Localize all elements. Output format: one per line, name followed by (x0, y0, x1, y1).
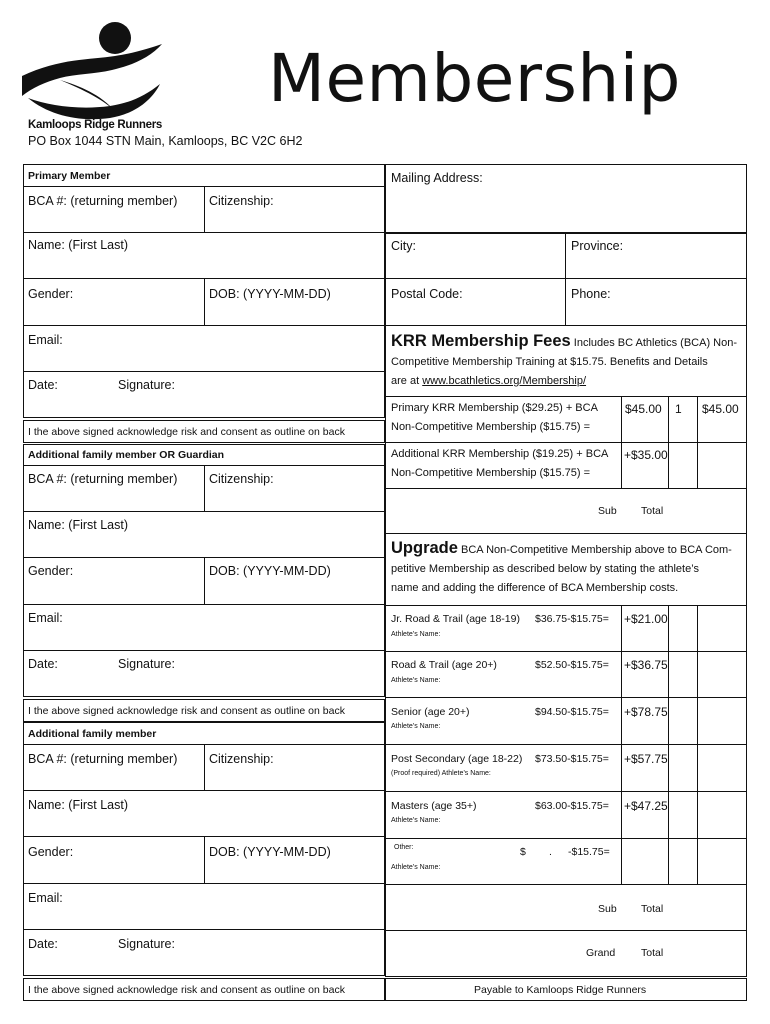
page-title: Membership (268, 40, 681, 117)
additional-fee-row (385, 442, 622, 489)
postal-code-field[interactable] (385, 278, 566, 326)
athlete-name-label: Athlete’s Name: (391, 631, 441, 638)
date-signature-field[interactable] (23, 650, 385, 697)
upgrade-price: +$57.75 (624, 752, 668, 766)
mailing-label: Mailing Address: (391, 171, 483, 185)
other-dot: . (549, 846, 552, 858)
upgrade-name: Jr. Road & Trail (age 18-19) (391, 613, 520, 625)
grand-total-row (385, 930, 747, 977)
upgrade-row (385, 697, 622, 745)
bca-link[interactable]: www.bcathletics.org/Membership/ (422, 375, 587, 387)
upgrade-price: +$78.75 (624, 705, 668, 719)
additional-fee-line2: Non-Competitive Membership ($15.75) = (391, 467, 591, 479)
other-dollar: $ (520, 846, 526, 858)
date-label: Date: (28, 378, 58, 392)
city-label: City: (391, 239, 416, 253)
section-header (23, 722, 385, 745)
upgrade-name: Post Secondary (age 18-22) (391, 753, 523, 765)
dob-label: DOB: (YYYY-MM-DD) (209, 287, 331, 301)
citizenship-field[interactable] (204, 186, 385, 233)
upgrade-total-cell[interactable] (697, 838, 747, 885)
citizenship-label: Citizenship: (209, 752, 274, 766)
org-name: Kamloops Ridge Runners (28, 119, 162, 131)
fees-text-1: Includes BC Athletics (BCA) Non- (573, 337, 738, 349)
upgrade-total-cell[interactable] (697, 791, 747, 839)
upgrade-price-cell (621, 744, 669, 792)
subtotal-row (385, 884, 747, 931)
gender-field[interactable] (23, 278, 205, 326)
name-field[interactable] (23, 511, 385, 558)
dob-label: DOB: (YYYY-MM-DD) (209, 564, 331, 578)
upgrade-qty-cell[interactable] (668, 791, 698, 839)
upgrade-name: Senior (age 20+) (391, 706, 470, 718)
signature-label: Signature: (118, 657, 175, 671)
grand-label: Grand (586, 947, 616, 959)
section-title: Additional family member (28, 728, 157, 740)
additional-total-cell[interactable] (697, 442, 747, 489)
email-label: Email: (28, 611, 63, 625)
fees-text-3: are at (391, 375, 420, 387)
section-title: Additional family member OR Guardian (28, 449, 225, 461)
upgrade-name: Road & Trail (age 20+) (391, 659, 497, 671)
bca-field[interactable] (23, 465, 205, 512)
province-field[interactable] (565, 232, 747, 279)
name-field[interactable] (23, 790, 385, 837)
additional-price-cell (621, 442, 669, 489)
upgrade-qty-cell[interactable] (668, 838, 698, 885)
dob-label: DOB: (YYYY-MM-DD) (209, 845, 331, 859)
gender-field[interactable] (23, 557, 205, 605)
phone-field[interactable] (565, 278, 747, 326)
signature-label: Signature: (118, 937, 175, 951)
other-label: Other: (394, 844, 414, 851)
primary-fee-line2: Non-Competitive Membership ($15.75) = (391, 421, 591, 433)
payable-text: Payable to Kamloops Ridge Runners (474, 984, 647, 996)
acknowledge-text: I the above signed acknowledge risk and consent as outline on back (28, 705, 345, 717)
subtotal-row (385, 488, 747, 534)
other-calc: -$15.75= (568, 846, 610, 858)
bca-label: BCA #: (returning member) (28, 194, 178, 208)
acknowledge-text: I the above signed acknowledge risk and consent as outline on back (28, 984, 345, 996)
runner-logo (20, 18, 170, 122)
date-label: Date: (28, 937, 58, 951)
upgrade-price-cell (621, 651, 669, 698)
upgrade-qty-cell[interactable] (668, 744, 698, 792)
phone-label: Phone: (571, 287, 611, 301)
gender-label: Gender: (28, 845, 74, 859)
upgrade-calc: $36.75-$15.75= (535, 613, 609, 625)
upgrade-calc: $73.50-$15.75= (535, 753, 609, 765)
email-field[interactable] (23, 604, 385, 651)
gender-label: Gender: (28, 287, 74, 301)
upgrade-price: +$36.75 (624, 658, 668, 672)
upgrade-row (385, 744, 622, 792)
section-title: Primary Member (28, 170, 111, 182)
acknowledge-row (23, 699, 385, 722)
fees-text-2: Competitive Membership Training at $15.75. Benefits and Details (391, 356, 708, 368)
additional-fee-line1: Additional KRR Membership ($19.25) + BCA (391, 448, 609, 460)
name-label: Name: (First Last) (28, 518, 129, 532)
email-label: Email: (28, 333, 63, 347)
upgrade-price-cell (621, 791, 669, 839)
upgrade-name: Masters (age 35+) (391, 800, 477, 812)
athlete-name-label: Athlete’s Name: (391, 677, 441, 684)
upgrade-text-1: BCA Non-Competitive Membership above to BCA Com- (461, 544, 732, 556)
upgrade-text (391, 539, 743, 598)
total-label: Total (641, 505, 664, 517)
acknowledge-row (23, 420, 385, 443)
fees-title: KRR Membership Fees (391, 332, 571, 350)
section-header (23, 164, 385, 187)
bca-label: BCA #: (returning member) (28, 752, 178, 766)
upgrade-total-cell[interactable] (697, 744, 747, 792)
sub-label: Sub (598, 505, 617, 517)
citizenship-label: Citizenship: (209, 194, 274, 208)
fees-description (385, 325, 747, 397)
athlete-name-label: Athlete’s Name: (391, 817, 441, 824)
upgrade-price-cell[interactable] (621, 838, 669, 885)
mailing-address-field[interactable] (385, 164, 747, 234)
athlete-name-label: (Proof required) Athlete’s Name: (391, 770, 491, 777)
bca-field[interactable] (23, 744, 205, 791)
upgrade-total-cell[interactable] (697, 605, 747, 652)
primary-qty-cell[interactable] (668, 396, 698, 443)
section-header (23, 444, 385, 466)
upgrade-row (385, 651, 622, 698)
athlete-name-label: Athlete’s Name: (391, 723, 441, 730)
upgrade-row-other[interactable] (385, 838, 622, 885)
city-field[interactable] (385, 232, 566, 279)
primary-total-cell[interactable] (697, 396, 747, 443)
athlete-name-label: Athlete’s Name: (391, 864, 441, 871)
name-field[interactable] (23, 232, 385, 279)
upgrade-row (385, 605, 622, 652)
upgrade-text-3: name and adding the difference of BCA Membership costs. (391, 582, 679, 594)
total-label: Total (641, 903, 664, 915)
primary-fee-row (385, 396, 622, 443)
upgrade-calc: $63.00-$15.75= (535, 800, 609, 812)
email-label: Email: (28, 891, 63, 905)
signature-label: Signature: (118, 378, 175, 392)
upgrade-text-2: petitive Membership as described below by stating the athlete’s (391, 563, 699, 575)
additional-qty-cell[interactable] (668, 442, 698, 489)
upgrade-description (385, 533, 747, 606)
org-address: PO Box 1044 STN Main, Kamloops, BC V2C 6H2 (28, 134, 303, 148)
primary-fee-text (391, 399, 598, 437)
province-label: Province: (571, 239, 624, 253)
dob-field[interactable] (204, 836, 385, 884)
upgrade-price: +$47.25 (624, 799, 668, 813)
upgrade-total-cell[interactable] (697, 651, 747, 698)
primary-qty: 1 (675, 402, 682, 416)
acknowledge-row (23, 978, 385, 1001)
dob-field[interactable] (204, 557, 385, 605)
additional-fee-text (391, 445, 608, 483)
fees-text (391, 332, 743, 391)
dob-field[interactable] (204, 278, 385, 326)
upgrade-title: Upgrade (391, 539, 458, 557)
date-signature-field[interactable] (23, 371, 385, 418)
gender-field[interactable] (23, 836, 205, 884)
upgrade-price-cell (621, 697, 669, 745)
upgrade-calc: $94.50-$15.75= (535, 706, 609, 718)
date-signature-field[interactable] (23, 929, 385, 976)
acknowledge-text: I the above signed acknowledge risk and consent as outline on back (28, 426, 345, 438)
citizenship-field[interactable] (204, 744, 385, 791)
upgrade-qty-cell[interactable] (668, 605, 698, 652)
payable-row (385, 978, 747, 1001)
primary-total: $45.00 (702, 402, 739, 416)
upgrade-row (385, 791, 622, 839)
email-field[interactable] (23, 325, 385, 372)
bca-label: BCA #: (returning member) (28, 472, 178, 486)
upgrade-price: +$21.00 (624, 612, 668, 626)
primary-price: $45.00 (625, 402, 662, 416)
citizenship-label: Citizenship: (209, 472, 274, 486)
citizenship-field[interactable] (204, 465, 385, 512)
upgrade-total-cell[interactable] (697, 697, 747, 745)
upgrade-qty-cell[interactable] (668, 651, 698, 698)
primary-price-cell (621, 396, 669, 443)
upgrade-qty-cell[interactable] (668, 697, 698, 745)
gender-label: Gender: (28, 564, 74, 578)
email-field[interactable] (23, 883, 385, 930)
name-label: Name: (First Last) (28, 798, 129, 812)
postal-label: Postal Code: (391, 287, 463, 301)
upgrade-price-cell (621, 605, 669, 652)
primary-fee-line1: Primary KRR Membership ($29.25) + BCA (391, 402, 598, 414)
sub-label: Sub (598, 903, 617, 915)
name-label: Name: (First Last) (28, 238, 129, 252)
bca-field[interactable] (23, 186, 205, 233)
additional-price: +$35.00 (624, 448, 668, 462)
upgrade-calc: $52.50-$15.75= (535, 659, 609, 671)
total-label: Total (641, 947, 664, 959)
date-label: Date: (28, 657, 58, 671)
